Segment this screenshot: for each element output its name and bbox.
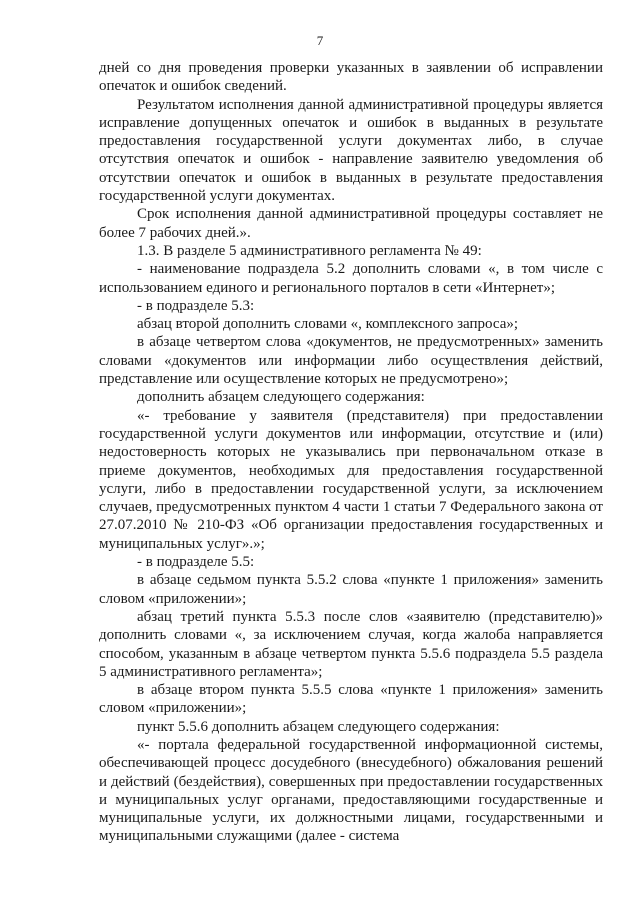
paragraph: в абзаце четвертом слова «документов, не предусмотренных» заменить словами «документов или информации либо осуществления действий, представление или осуществление которых не предусмотрено»; (99, 334, 603, 388)
paragraph: 1.3. В разделе 5 административного регламента № 49: (137, 242, 482, 259)
paragraph: Результатом исполнения данной административной процедуры является исправление допущенных опечаток и ошибок в выданных в результате предоставления государственной услуги документах либо, в случае отсутствия опечаток и ошибок - направление заявителю уведомления об отсутствии опечаток и ошибок в выданных в результате предоставления государственной услуги документах. (99, 96, 603, 205)
page-number: 7 (316, 33, 324, 48)
paragraph: в абзаце втором пункта 5.5.5 слова «пункте 1 приложения» заменить словом «приложении»; (99, 682, 603, 717)
paragraph: абзац второй дополнить словами «, комплексного запроса»; (137, 316, 519, 333)
document-body (99, 59, 603, 846)
paragraph: Срок исполнения данной административной процедуры составляет не более 7 рабочих дней.». (99, 206, 603, 241)
paragraph: - в подразделе 5.3: (137, 297, 255, 314)
paragraph: пункт 5.5.6 дополнить абзацем следующего содержания: (137, 718, 500, 735)
paragraph: - в подразделе 5.5: (137, 554, 255, 571)
paragraph: - наименование подраздела 5.2 дополнить словами «, в том числе с использованием единого и регионального порталов в сети «Интернет»; (99, 261, 603, 296)
paragraph: «- портала федеральной государственной информационной системы, обеспечивающей процесс досудебного (внесудебного) обжалования решений и действий (бездействия), совершенных при предоставлении государственных и муниципальных услуг органами, предоставляющими государственные и муниципальные услуги, их должностными лицами, государственными и муниципальными служащими (далее - система (99, 736, 603, 845)
paragraph: абзац третий пункта 5.5.3 после слов «заявителю (представителю)» дополнить словами «, за исключением случая, когда жалоба направляется способом, указанным в абзаце четвертом пункта 5.5.6 подраздела 5.5 раздела 5 административного регламента»; (99, 608, 603, 680)
paragraph: дней со дня проведения проверки указанных в заявлении об исправлении опечаток и ошибок сведений. (99, 60, 603, 95)
paragraph: в абзаце седьмом пункта 5.5.2 слова «пункте 1 приложения» заменить словом «приложении»; (99, 572, 603, 607)
paragraph: дополнить абзацем следующего содержания: (137, 389, 425, 406)
paragraph: «- требование у заявителя (представителя) при предоставлении государственной услуги документов или информации, отсутствие и (или) недостоверность которых не указывались при первоначальном отказе в приеме документов, необходимых для предоставления государственной услуги, либо в предоставлении государственной услуги, за исключением случаев, предусмотренных пунктом 4 части 1 статьи 7 Федерального закона от 27.07.2010 № 210-ФЗ «Об организации предоставления государственных и муниципальных услуг».»; (99, 407, 603, 552)
